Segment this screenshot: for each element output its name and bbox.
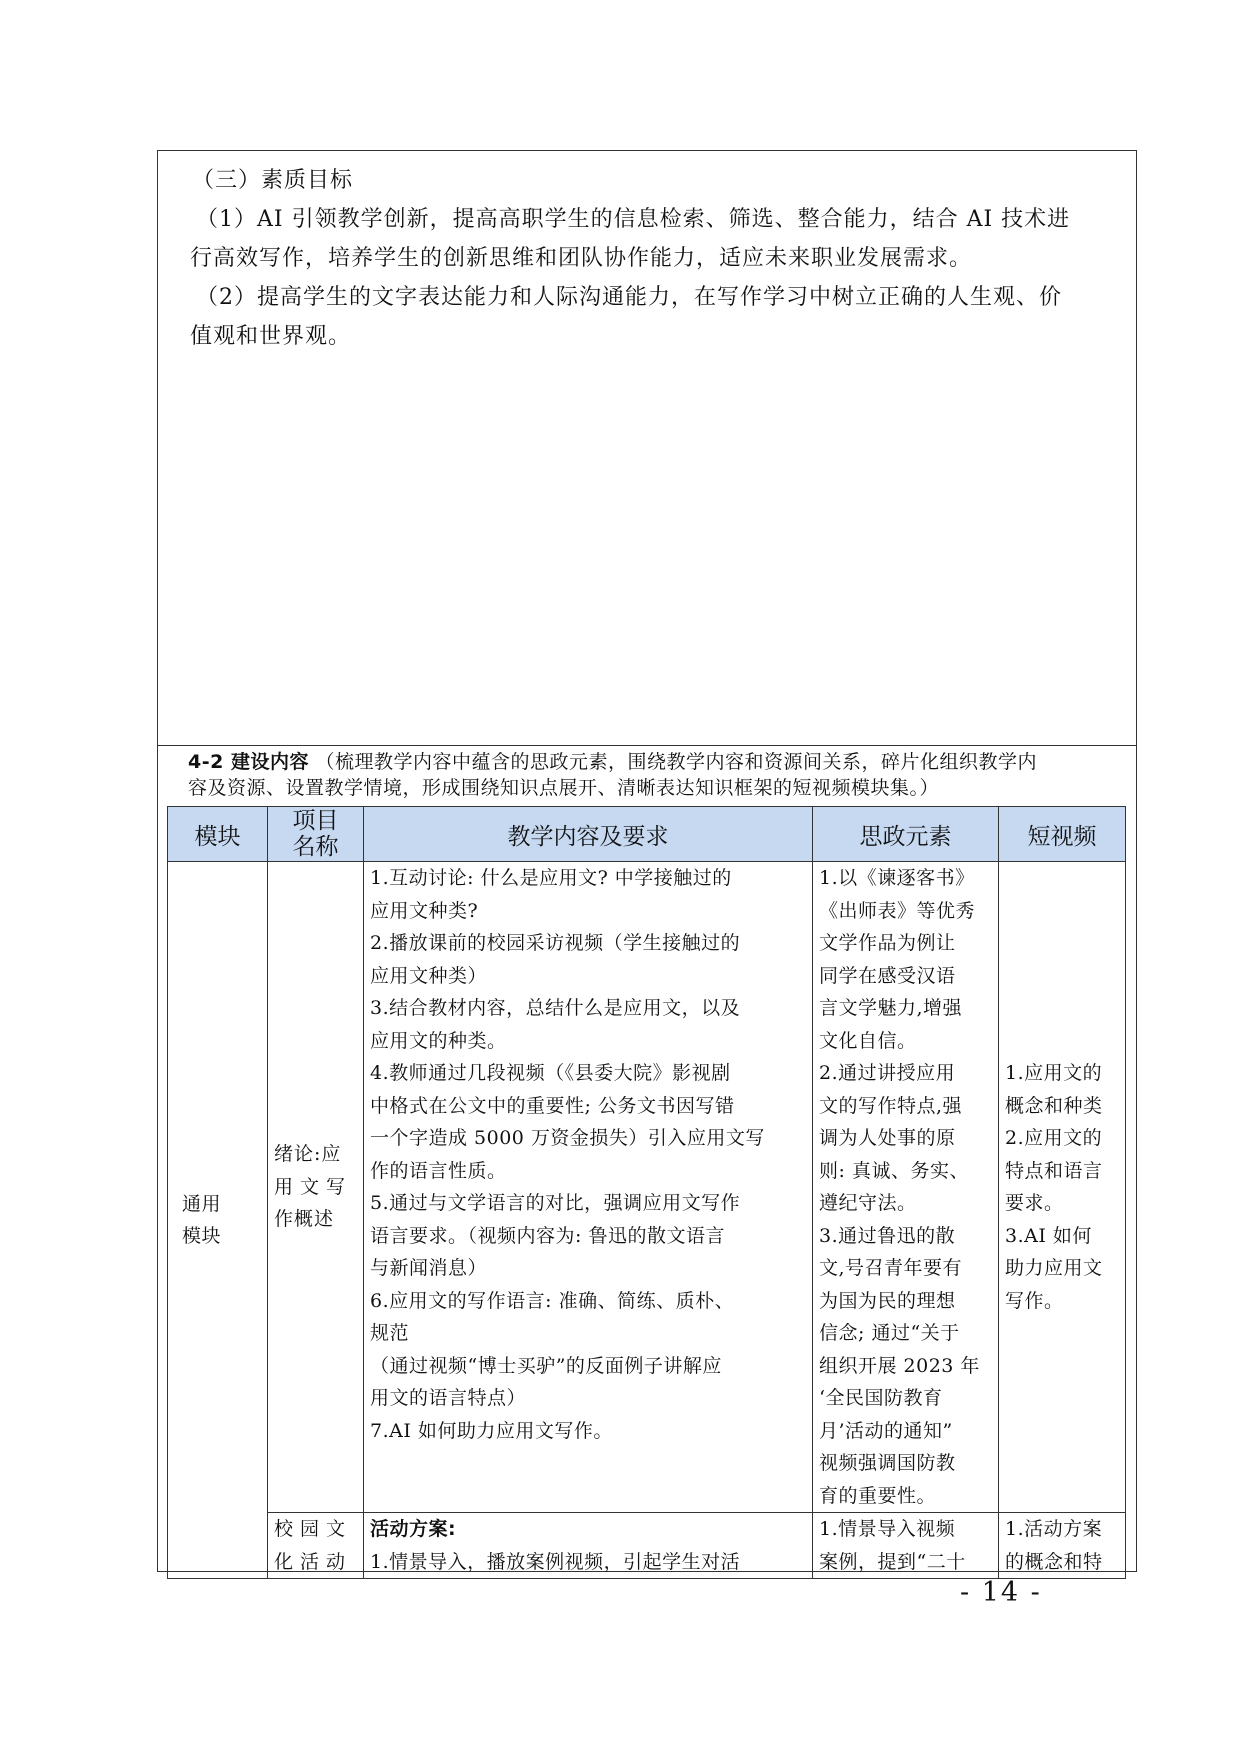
content-cell-2 <box>364 1513 813 1579</box>
header-project-line2: 名称 <box>292 834 339 860</box>
ideology-line: 文的写作特点,强 <box>819 1094 963 1117</box>
ideology-line: 言文学魅力,增强 <box>819 997 963 1019</box>
project-cell <box>268 862 364 1513</box>
video-line: 要求。 <box>1005 1192 1064 1214</box>
content-line: 7.AI 如何助力应用文写作。 <box>370 1419 613 1442</box>
content-line: （通过视频“博士买驴”的反面例子讲解应 <box>370 1354 722 1377</box>
quality-goal-2-line2: 值观和世界观。 <box>190 324 352 349</box>
ideology-line: 案例，提到“二十 <box>819 1550 966 1573</box>
form-frame <box>157 150 1137 1572</box>
content-line: 与新闻消息） <box>370 1257 488 1279</box>
video-cell-2 <box>999 1513 1126 1579</box>
content-line: 2.播放课前的校园采访视频（学生接触过的 <box>370 932 741 954</box>
ideology-line: 则: 真诚、务实、 <box>819 1159 969 1182</box>
video-line: 1.活动方案 <box>1005 1518 1103 1540</box>
ideology-line: 同学在感受汉语 <box>819 964 956 987</box>
quality-goal-2-line1: （2）提高学生的文字表达能力和人际沟通能力，在写作学习中树立正确的人生观、价 <box>196 285 1062 310</box>
section-4-2-label: 4-2 建设内容 <box>188 751 309 773</box>
project-line: 化活动 <box>274 1550 353 1573</box>
ideology-line: 文学作品为例让 <box>819 932 956 954</box>
section-4-2-desc-line2: 容及资源、设置教学情境，形成围绕知识点展开、清晰表达知识框架的短视频模块集。） <box>188 777 940 799</box>
header-ideology: 思政元素 <box>813 807 999 862</box>
ideology-line: 组织开展 2023 年 <box>819 1354 980 1377</box>
video-line: 1.应用文的 <box>1005 1062 1103 1084</box>
ideology-line: 文,号召青年要有 <box>819 1257 963 1279</box>
video-line: 写作。 <box>1005 1289 1064 1312</box>
header-module: 模块 <box>168 807 268 862</box>
content-cell <box>364 862 813 1513</box>
header-video: 短视频 <box>999 807 1126 862</box>
video-line: 特点和语言 <box>1005 1159 1103 1182</box>
ideology-line: 2.通过讲授应用 <box>819 1062 956 1084</box>
module-line2: 模块 <box>182 1225 222 1247</box>
project-line: 用文写 <box>274 1175 353 1198</box>
project-cell-2 <box>268 1513 364 1579</box>
video-line: 2.应用文的 <box>1005 1127 1103 1149</box>
project-line: 绪论:应 <box>274 1143 342 1166</box>
module-line1: 通用 <box>182 1192 222 1215</box>
video-line: 概念和种类 <box>1005 1094 1103 1117</box>
ideology-line: 育的重要性。 <box>819 1484 937 1507</box>
ideology-line: 1.情景导入视频 <box>819 1518 956 1540</box>
quality-goal-1-line2: 行高效写作，培养学生的创新思维和团队协作能力，适应未来职业发展需求。 <box>190 246 973 271</box>
ideology-line: 遵纪守法。 <box>819 1192 917 1214</box>
activity-plan-heading: 活动方案: <box>370 1518 457 1540</box>
content-line: 中格式在公文中的重要性; 公务文书因写错 <box>370 1094 735 1117</box>
ideology-line: ‘全民国防教育 <box>819 1387 943 1409</box>
content-line: 1.情景导入，播放案例视频，引起学生对活 <box>370 1550 741 1573</box>
header-project-line1: 项目 <box>292 808 339 834</box>
project-line: 校园文 <box>274 1518 353 1540</box>
ideology-line: 视频强调国防教 <box>819 1452 956 1474</box>
content-line: 用文的语言特点） <box>370 1387 527 1409</box>
video-cell <box>999 862 1126 1513</box>
content-line: 规范 <box>370 1322 410 1344</box>
content-line: 4.教师通过几段视频（《县委大院》影视剧 <box>370 1062 731 1084</box>
content-line: 应用文种类? <box>370 899 479 922</box>
video-line: 3.AI 如何 <box>1005 1224 1092 1247</box>
section-4-2-desc-line1: （梳理教学内容中蕴含的思政元素，围绕教学内容和资源间关系，碎片化组织教学内 <box>315 751 1038 773</box>
video-line: 的概念和特 <box>1005 1550 1103 1573</box>
content-line: 3.结合教材内容，总结什么是应用文，以及 <box>370 997 741 1019</box>
quality-goal-1-line1: （1）AI 引领教学创新，提高高职学生的信息检索、筛选、整合能力，结合 AI 技术进 <box>196 207 1071 232</box>
page-number: - 14 - <box>960 1577 1042 1608</box>
quality-goals-heading: （三）素质目标 <box>192 168 354 193</box>
ideology-line: 月’活动的通知” <box>819 1419 953 1442</box>
ideology-line: 文化自信。 <box>819 1029 917 1052</box>
quality-goals-section <box>158 151 1136 746</box>
ideology-cell-2 <box>813 1513 999 1579</box>
ideology-line: 《出师表》等优秀 <box>819 899 976 922</box>
content-line: 应用文种类） <box>370 964 488 987</box>
table-row <box>168 1513 1126 1579</box>
table-header-row <box>168 807 1126 862</box>
header-content: 教学内容及要求 <box>364 807 813 862</box>
ideology-cell <box>813 862 999 1513</box>
content-line: 作的语言性质。 <box>370 1159 507 1182</box>
content-line: 应用文的种类。 <box>370 1029 507 1052</box>
content-line: 一个字造成 5000 万资金损失）引入应用文写 <box>370 1127 765 1149</box>
content-table <box>167 806 1126 1579</box>
content-line: 1.互动讨论: 什么是应用文? 中学接触过的 <box>370 867 732 889</box>
ideology-line: 调为人处事的原 <box>819 1127 956 1149</box>
module-cell <box>168 862 268 1579</box>
ideology-line: 3.通过鲁迅的散 <box>819 1224 956 1247</box>
ideology-line: 1.以《谏逐客书》 <box>819 867 975 889</box>
ideology-line: 为国为民的理想 <box>819 1289 956 1312</box>
header-project <box>268 807 364 862</box>
content-line: 6.应用文的写作语言: 准确、简练、质朴、 <box>370 1289 735 1312</box>
content-line: 语言要求。（视频内容为: 鲁迅的散文语言 <box>370 1224 725 1247</box>
video-line: 助力应用文 <box>1005 1257 1103 1279</box>
ideology-line: 信念; 通过“关于 <box>819 1322 960 1344</box>
project-line: 作概述 <box>274 1208 335 1231</box>
section-4-2-intro <box>188 749 1118 801</box>
table-row <box>168 862 1126 1513</box>
content-line: 5.通过与文学语言的对比，强调应用文写作 <box>370 1192 741 1214</box>
